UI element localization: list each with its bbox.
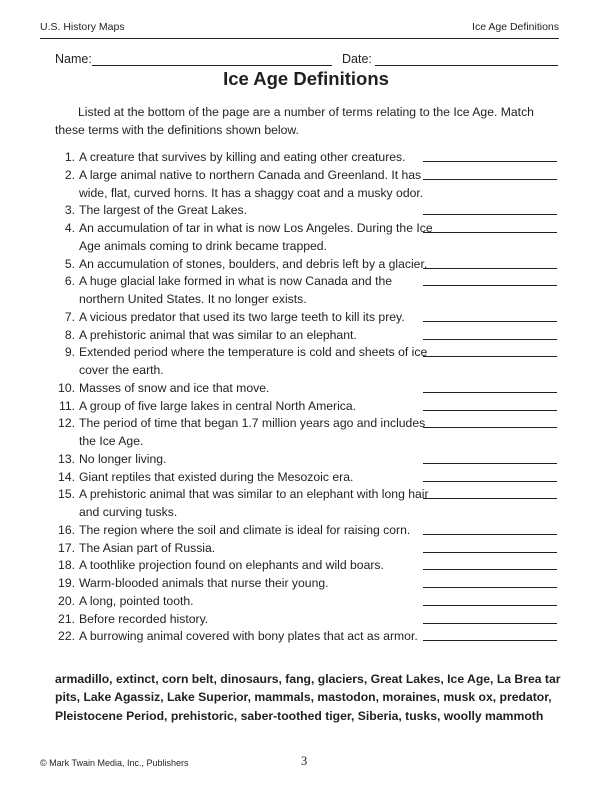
item-number: 7. bbox=[64, 309, 75, 324]
answer-line[interactable] bbox=[423, 179, 557, 180]
item-number: 6. bbox=[64, 274, 75, 289]
answer-line[interactable] bbox=[423, 356, 557, 357]
item-number: 10. bbox=[58, 380, 75, 395]
answer-line[interactable] bbox=[423, 534, 557, 535]
answer-line[interactable] bbox=[423, 410, 557, 411]
definition-item bbox=[55, 380, 565, 398]
item-definition: Extended period where the temperature is cold and sheets of ice cover the earth. bbox=[79, 345, 428, 377]
item-number: 17. bbox=[58, 540, 75, 555]
definition-item bbox=[55, 256, 565, 274]
item-number: 19. bbox=[58, 576, 75, 590]
item-definition: Before recorded history. bbox=[79, 611, 209, 626]
item-definition: A prehistoric animal that was similar to an elephant with long hair and curving tusks. bbox=[79, 487, 429, 519]
item-number: 12. bbox=[58, 416, 75, 431]
item-number: 4. bbox=[64, 221, 75, 235]
answer-line[interactable] bbox=[423, 605, 557, 606]
item-number: 14. bbox=[58, 469, 75, 484]
item-number: 18. bbox=[58, 558, 75, 573]
item-number: 9. bbox=[64, 345, 75, 360]
item-definition: No longer living. bbox=[79, 451, 167, 466]
answer-line[interactable] bbox=[423, 640, 557, 641]
footer-publisher: © Mark Twain Media, Inc., Publishers bbox=[40, 758, 189, 768]
header-divider bbox=[40, 38, 559, 39]
answer-line[interactable] bbox=[423, 569, 557, 570]
item-definition: A large animal native to northern Canada and Greenland. It has wide, flat, curved horns. It has a shaggy coat and a musky odor. bbox=[79, 167, 424, 200]
item-definition: The region where the soil and climate is ideal for raising corn. bbox=[79, 522, 411, 537]
definition-item bbox=[55, 575, 565, 593]
item-definition: A vicious predator that used its two large teeth to kill its prey. bbox=[79, 309, 405, 324]
answer-line[interactable] bbox=[423, 552, 557, 553]
date-field-line bbox=[375, 65, 558, 66]
date-label: Date: bbox=[342, 52, 372, 66]
answer-line[interactable] bbox=[423, 214, 557, 215]
definition-item bbox=[55, 344, 565, 380]
definition-item bbox=[55, 469, 565, 487]
definition-item bbox=[55, 398, 565, 416]
answer-line[interactable] bbox=[423, 427, 557, 428]
answer-line[interactable] bbox=[423, 481, 557, 482]
item-definition: The Asian part of Russia. bbox=[79, 540, 216, 555]
item-definition: The largest of the Great Lakes. bbox=[79, 203, 248, 218]
definition-item bbox=[55, 220, 565, 256]
definition-item bbox=[55, 540, 565, 558]
definition-item bbox=[55, 149, 565, 167]
item-definition: A huge glacial lake formed in what is now Canada and the northern United States. It no longer exists. bbox=[79, 274, 393, 306]
item-definition: Warm-blooded animals that nurse their young. bbox=[79, 576, 329, 590]
item-definition: An accumulation of stones, boulders, and debris left by a glacier. bbox=[79, 256, 428, 271]
answer-line[interactable] bbox=[423, 321, 557, 322]
word-bank: armadillo, extinct, corn belt, dinosaurs, fang, glaciers, Great Lakes, Ice Age, La Brea tar pits, Lake Agassiz, Lake Superior, mammals, mastodon, moraines, musk ox, predator, Pleistocene Period, prehistoric, saber-toothed tiger, Siberia, tusks, woolly mammoth bbox=[55, 672, 561, 723]
item-definition: Giant reptiles that existed during the Mesozoic era. bbox=[79, 469, 354, 484]
definition-item bbox=[55, 522, 565, 540]
item-definition: A long, pointed tooth. bbox=[79, 593, 194, 608]
item-number: 3. bbox=[64, 203, 75, 218]
item-definition: A group of five large lakes in central North America. bbox=[79, 398, 357, 413]
definition-item bbox=[55, 451, 565, 469]
item-number: 2. bbox=[64, 167, 75, 182]
item-number: 22. bbox=[58, 629, 75, 644]
definition-item bbox=[55, 202, 565, 220]
item-definition: A creature that survives by killing and eating other creatures. bbox=[79, 150, 406, 164]
definition-item bbox=[55, 167, 565, 203]
answer-line[interactable] bbox=[423, 268, 557, 269]
instructions: Listed at the bottom of the page are a number of terms relating to the Ice Age. Match these terms with the definitions shown below. bbox=[55, 105, 534, 137]
item-number: 5. bbox=[64, 256, 75, 271]
definition-item bbox=[55, 415, 565, 451]
name-field-line bbox=[92, 65, 332, 66]
answer-line[interactable] bbox=[423, 339, 557, 340]
item-definition: A toothlike projection found on elephants and wild boars. bbox=[79, 558, 384, 573]
definition-item bbox=[55, 557, 565, 575]
item-number: 11. bbox=[58, 398, 75, 413]
answer-line[interactable] bbox=[423, 232, 557, 233]
page-number: 3 bbox=[301, 754, 308, 768]
name-label: Name: bbox=[55, 52, 92, 66]
header-page-topic: Ice Age Definitions bbox=[472, 21, 559, 33]
answer-line[interactable] bbox=[423, 161, 557, 162]
item-number: 15. bbox=[58, 487, 75, 502]
item-number: 1. bbox=[64, 150, 75, 164]
item-definition: The period of time that began 1.7 million years ago and includes the Ice Age. bbox=[79, 416, 426, 448]
definition-item bbox=[55, 327, 565, 345]
definitions-list bbox=[55, 149, 565, 646]
item-number: 21. bbox=[58, 611, 75, 626]
definition-item bbox=[55, 273, 565, 309]
answer-line[interactable] bbox=[423, 498, 557, 499]
definition-item bbox=[55, 593, 565, 611]
page-title: Ice Age Definitions bbox=[223, 68, 389, 89]
answer-line[interactable] bbox=[423, 285, 557, 286]
item-definition: A burrowing animal covered with bony plates that act as armor. bbox=[79, 629, 418, 644]
item-number: 16. bbox=[58, 522, 75, 537]
definition-item bbox=[55, 309, 565, 327]
header-book-title: U.S. History Maps bbox=[40, 21, 125, 33]
answer-line[interactable] bbox=[423, 623, 557, 624]
item-definition: Masses of snow and ice that move. bbox=[79, 380, 270, 395]
item-definition: An accumulation of tar in what is now Los Angeles. During the Ice Age animals coming to drink became trapped. bbox=[79, 221, 433, 253]
item-definition: A prehistoric animal that was similar to an elephant. bbox=[79, 327, 357, 342]
item-number: 13. bbox=[58, 451, 75, 466]
answer-line[interactable] bbox=[423, 392, 557, 393]
item-number: 20. bbox=[58, 593, 75, 608]
answer-line[interactable] bbox=[423, 587, 557, 588]
answer-line[interactable] bbox=[423, 463, 557, 464]
definition-item bbox=[55, 486, 565, 522]
item-number: 8. bbox=[64, 327, 75, 342]
definition-item bbox=[55, 628, 565, 646]
definition-item bbox=[55, 611, 565, 629]
